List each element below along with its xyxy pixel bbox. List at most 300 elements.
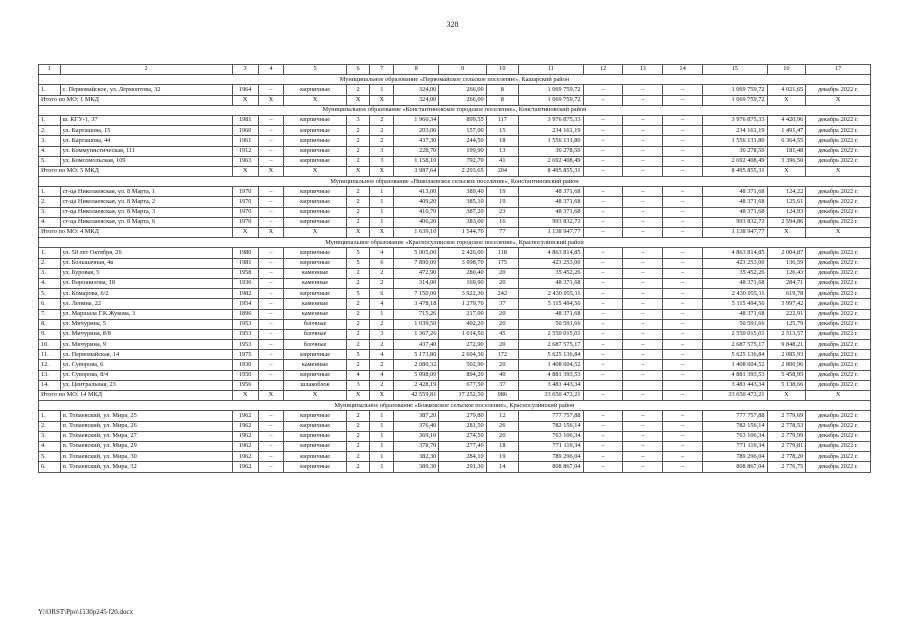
table-cell: – (258, 340, 284, 350)
table-cell: 5 115 494,56 (518, 299, 583, 309)
table-cell: 234 161,19 (702, 126, 767, 136)
table-cell: 1. (39, 411, 61, 421)
table-cell: 48 371,68 (518, 197, 583, 207)
table-cell: 3 478,18 (394, 299, 439, 309)
table-cell: кирпичные (284, 441, 346, 451)
table-cell: 3 922,30 (439, 289, 486, 299)
table-cell: 291,30 (439, 462, 486, 472)
total-cell: Х (346, 95, 370, 105)
table-cell: 12. (39, 360, 61, 370)
table-cell: 1958 (232, 268, 258, 278)
table-cell: п. Топаевский, ул. Мира, 27 (60, 431, 232, 441)
table-cell: 4 863 814,85 (518, 248, 583, 258)
total-cell: Х (258, 228, 284, 238)
table-cell: 1 069 759,72 (702, 85, 767, 95)
table-cell: 2 (346, 329, 370, 339)
table-cell: – (623, 217, 663, 227)
table-row (39, 85, 871, 95)
table-cell: декабрь 2022 г. (806, 278, 871, 288)
table-cell: – (258, 207, 284, 217)
table-cell: – (583, 115, 623, 125)
table-cell: 763 106,34 (518, 431, 583, 441)
table-cell: 11. (39, 350, 61, 360)
table-cell: 6 (370, 289, 394, 299)
table-cell: 35 452,26 (518, 268, 583, 278)
total-cell: 1 138 947,77 (702, 228, 767, 238)
table-cell: 2 (370, 340, 394, 350)
table-cell: 1962 (232, 421, 258, 431)
table-cell: – (663, 431, 703, 441)
table-cell: 18 (486, 441, 518, 451)
table-cell: декабрь 2022 г. (806, 299, 871, 309)
table-cell: 175 (486, 258, 518, 268)
table-cell: 2 (370, 268, 394, 278)
table-cell: – (258, 309, 284, 319)
table-cell: 15 (486, 126, 518, 136)
table-cell: 1 (370, 217, 394, 227)
table-cell: 6. (39, 299, 61, 309)
table-cell: 4 (370, 350, 394, 360)
table-cell: 389,40 (439, 187, 486, 197)
table-row (39, 126, 871, 136)
table-cell: ул. Центральная, 23 (60, 380, 232, 390)
table-cell: 1962 (232, 411, 258, 421)
table-cell: 19 (486, 197, 518, 207)
table-cell: – (258, 299, 284, 309)
table-cell: – (663, 329, 703, 339)
total-cell: Итого по МО: 14 МКД (39, 391, 233, 401)
table-cell: декабрь 2022 г. (806, 156, 871, 166)
table-cell: – (663, 197, 703, 207)
table-cell: 2. (39, 197, 61, 207)
table-cell: – (623, 187, 663, 197)
table-cell: 3 976 875,33 (702, 115, 767, 125)
table-cell: – (583, 126, 623, 136)
total-cell: 17 252,50 (439, 391, 486, 401)
table-cell: – (663, 156, 703, 166)
table-cell: 792,70 (439, 156, 486, 166)
table-cell: – (583, 268, 623, 278)
total-cell: 3 987,64 (394, 166, 439, 176)
table-cell: 272,90 (439, 340, 486, 350)
table-cell: 369,10 (394, 431, 439, 441)
table-cell: – (623, 360, 663, 370)
table-cell: 234 161,19 (518, 126, 583, 136)
table-cell: 2 779,69 (767, 411, 806, 421)
table-cell: 8 (486, 85, 518, 95)
table-cell: 4. (39, 217, 61, 227)
total-cell: Х (232, 391, 258, 401)
table-cell: 125,79 (767, 319, 806, 329)
table-cell: кирпичные (284, 197, 346, 207)
table-row (39, 441, 871, 451)
table-cell: 1956 (232, 380, 258, 390)
table-cell: 2 (346, 411, 370, 421)
table-cell: ул. Буровая, 5 (60, 268, 232, 278)
table-cell: 5 173,80 (394, 350, 439, 360)
table-cell: 23 (486, 207, 518, 217)
table-cell: 2 (370, 360, 394, 370)
table-cell: 771 119,34 (702, 441, 767, 451)
table-cell: декабрь 2022 г. (806, 441, 871, 451)
table-cell: декабрь 2022 г. (806, 85, 871, 95)
table-cell: 4 (346, 370, 370, 380)
table-cell: 48 371,68 (518, 187, 583, 197)
table-cell: блочные (284, 319, 346, 329)
table-cell: 20 (486, 268, 518, 278)
table-cell: – (258, 431, 284, 441)
table-cell: – (623, 258, 663, 268)
table-cell: декабрь 2022 г. (806, 146, 871, 156)
table-cell: – (623, 289, 663, 299)
table-cell: – (583, 289, 623, 299)
table-cell: 1964 (232, 85, 258, 95)
table-cell: 382,30 (394, 452, 439, 462)
table-row (39, 258, 871, 268)
table-row (39, 360, 871, 370)
header-cell: 1 (39, 65, 61, 75)
table-cell: – (583, 350, 623, 360)
table-cell: – (623, 421, 663, 431)
table-cell: – (583, 248, 623, 258)
table-cell: шлакоблок (284, 380, 346, 390)
total-cell: – (663, 95, 703, 105)
table-cell: декабрь 2022 г. (806, 217, 871, 227)
header-cell: 2 (60, 65, 232, 75)
table-cell: 50 591,66 (518, 319, 583, 329)
table-cell: 2 (346, 452, 370, 462)
table-cell: декабрь 2022 г. (806, 340, 871, 350)
table-cell: 619,78 (767, 289, 806, 299)
table-cell: – (583, 156, 623, 166)
table-cell: декабрь 2022 г. (806, 329, 871, 339)
table-cell: 117 (486, 115, 518, 125)
table-cell: кирпичные (284, 258, 346, 268)
table-cell: 715,26 (394, 309, 439, 319)
table-row (39, 309, 871, 319)
total-cell: 1 069 759,72 (518, 95, 583, 105)
total-cell: – (623, 228, 663, 238)
table-cell: 1981 (232, 258, 258, 268)
table-cell: 136,59 (767, 258, 806, 268)
table-cell: 1962 (232, 441, 258, 451)
table-cell: – (258, 360, 284, 370)
table-cell: 1 (370, 462, 394, 472)
table-cell: 314,00 (394, 278, 439, 288)
table-cell: – (258, 350, 284, 360)
table-cell: 1 (370, 431, 394, 441)
table-cell: 3 976 875,33 (518, 115, 583, 125)
table-cell: – (583, 441, 623, 451)
table-cell: 9 848,21 (767, 340, 806, 350)
table-cell: 1 (370, 197, 394, 207)
table-cell: 124,93 (767, 207, 806, 217)
table-cell: – (258, 197, 284, 207)
table-cell: 1 039,50 (394, 319, 439, 329)
header-cell: 12 (583, 65, 623, 75)
table-row (39, 452, 871, 462)
table-row (39, 289, 871, 299)
table-cell: 48 371,68 (702, 278, 767, 288)
table-cell: 48 371,68 (702, 187, 767, 197)
total-cell: Х (767, 95, 806, 105)
table-cell: 763 106,34 (702, 431, 767, 441)
table-cell: 36 278,50 (702, 146, 767, 156)
total-cell: Х (806, 95, 871, 105)
table-cell: декабрь 2022 г. (806, 431, 871, 441)
total-cell: – (583, 95, 623, 105)
table-cell: 5 (346, 258, 370, 268)
table-cell: 4 863 814,85 (702, 248, 767, 258)
total-row (39, 95, 871, 105)
total-cell: 204 (486, 166, 518, 176)
table-cell: – (258, 462, 284, 472)
table-cell: 6 364,55 (767, 136, 806, 146)
header-row (39, 65, 871, 75)
table-cell: 1970 (232, 207, 258, 217)
table-cell: 2. (39, 421, 61, 431)
table-row (39, 115, 871, 125)
table-cell: 1 408 604,52 (518, 360, 583, 370)
table-cell: 1953 (232, 319, 258, 329)
table-cell: 1 491,47 (767, 126, 806, 136)
table-row (39, 380, 871, 390)
table-cell: 782 156,14 (518, 421, 583, 431)
table-cell: ул. Ворошилова, 18 (60, 278, 232, 288)
table-cell: декабрь 2022 г. (806, 187, 871, 197)
table-cell: 279,80 (439, 411, 486, 421)
total-cell: – (583, 228, 623, 238)
table-cell: ул. Маршала Г.К.Жукова, 3 (60, 309, 232, 319)
table-cell: 244,50 (439, 136, 486, 146)
table-cell: – (663, 462, 703, 472)
table-cell: ш. КГУ-1, 37 (60, 115, 232, 125)
table-row (39, 411, 871, 421)
table-cell: – (583, 421, 623, 431)
table-cell: – (663, 187, 703, 197)
table-cell: 5 (346, 289, 370, 299)
table-cell: – (663, 115, 703, 125)
header-cell: 15 (702, 65, 767, 75)
table-cell: ул. Суворова, 6 (60, 360, 232, 370)
table-cell: 14. (39, 380, 61, 390)
table-cell: – (663, 268, 703, 278)
table-cell: 2 (346, 126, 370, 136)
table-cell: 2 426,00 (439, 248, 486, 258)
table-row (39, 207, 871, 217)
table-cell: 4 881 393,53 (518, 370, 583, 380)
table-cell: – (663, 319, 703, 329)
table-cell: декабрь 2022 г. (806, 350, 871, 360)
table-cell: ст-ца Николаевская, ул. 8 Марта, 6 (60, 217, 232, 227)
table-cell: – (583, 431, 623, 441)
table-cell: декабрь 2022 г. (806, 258, 871, 268)
table-cell: 20 (486, 309, 518, 319)
table-cell: 5 115 494,56 (702, 299, 767, 309)
table-cell: – (663, 452, 703, 462)
table-cell: 2 (346, 156, 370, 166)
table-cell: декабрь 2022 г. (806, 452, 871, 462)
table-cell: 124,22 (767, 187, 806, 197)
table-cell: 387,20 (439, 207, 486, 217)
table-cell: 37 (486, 299, 518, 309)
total-cell: Х (284, 166, 346, 176)
header-cell: 9 (439, 65, 486, 75)
table-cell: 4. (39, 278, 61, 288)
table-cell: 274,50 (439, 431, 486, 441)
table-cell: декабрь 2022 г. (806, 136, 871, 146)
total-cell: – (583, 166, 623, 176)
header-cell: 8 (394, 65, 439, 75)
table-cell: 13. (39, 370, 61, 380)
table-cell: – (583, 136, 623, 146)
table-cell: 222,91 (767, 309, 806, 319)
total-cell: 42 559,81 (394, 391, 439, 401)
table-cell: кирпичные (284, 146, 346, 156)
table-cell: 50 591,66 (702, 319, 767, 329)
table-cell: 777 757,88 (518, 411, 583, 421)
table-cell: – (663, 441, 703, 451)
table-row (39, 136, 871, 146)
total-cell: Х (767, 391, 806, 401)
table-cell: каменные (284, 360, 346, 370)
table-cell: – (623, 411, 663, 421)
header-cell: 7 (370, 65, 394, 75)
table-cell: 181,48 (767, 146, 806, 156)
table-cell: декабрь 2022 г. (806, 309, 871, 319)
table-cell: – (663, 289, 703, 299)
table-cell: 1. (39, 187, 61, 197)
table-row (39, 299, 871, 309)
table-cell: – (623, 441, 663, 451)
section-title: Муниципальное образование «Божковское сельское поселение», Красносулинский район (39, 401, 871, 411)
total-cell: Х (284, 228, 346, 238)
table-cell: 157,00 (439, 126, 486, 136)
table-cell: 2 (346, 462, 370, 472)
section-title: Муниципальное образование «Николаевское сельское поселение», Константиновский район (39, 177, 871, 187)
table-cell: – (663, 421, 703, 431)
table-cell: 20 (486, 431, 518, 441)
table-cell: ул. Мичурина, 8/8 (60, 329, 232, 339)
header-cell: 4 (258, 65, 284, 75)
table-cell: 199,90 (439, 146, 486, 156)
table-cell: – (623, 85, 663, 95)
table-cell: – (663, 370, 703, 380)
table-cell: – (663, 258, 703, 268)
table-cell: – (258, 319, 284, 329)
table-cell: 894,20 (439, 370, 486, 380)
table-cell: 5 458,95 (767, 370, 806, 380)
table-row (39, 146, 871, 156)
table-cell: – (583, 217, 623, 227)
total-cell: Итого по МО: 5 МКД (39, 166, 233, 176)
table-cell: 5. (39, 156, 61, 166)
table-cell: п. Топаевский, ул. Мира, 30 (60, 452, 232, 462)
table-cell: – (258, 187, 284, 197)
table-cell: 2 778,20 (767, 452, 806, 462)
table-cell: 1982 (232, 289, 258, 299)
total-cell: 266,00 (439, 95, 486, 105)
table-cell: – (583, 360, 623, 370)
table-cell: 1954 (232, 299, 258, 309)
table-cell: – (258, 421, 284, 431)
table-row (39, 350, 871, 360)
table-cell: – (623, 370, 663, 380)
table-row (39, 340, 871, 350)
table-cell: 2 692 408,49 (518, 156, 583, 166)
table-cell: 2 694,30 (439, 350, 486, 360)
total-cell: Х (767, 228, 806, 238)
table-cell: 45 (486, 329, 518, 339)
table-cell: 266,00 (439, 85, 486, 95)
table-cell: кирпичные (284, 126, 346, 136)
total-cell: 1 138 947,77 (518, 228, 583, 238)
table-cell: 7 890,00 (394, 258, 439, 268)
table-cell: 2 (346, 187, 370, 197)
table-cell: п. Топаевский, ул. Мира, 32 (60, 462, 232, 472)
table-cell: 406,20 (394, 217, 439, 227)
table-cell: – (663, 360, 703, 370)
table-row (39, 278, 871, 288)
table-cell: – (583, 340, 623, 350)
table-cell: 4 (370, 299, 394, 309)
table-cell: 7. (39, 309, 61, 319)
table-cell: – (583, 411, 623, 421)
table-cell: 16 (486, 217, 518, 227)
header-cell: 10 (486, 65, 518, 75)
table-cell: 1 367,26 (394, 329, 439, 339)
table-cell: 2 594,86 (767, 217, 806, 227)
table-cell: 1 279,70 (439, 299, 486, 309)
table-row (39, 217, 871, 227)
table-cell: 2 430 955,11 (702, 289, 767, 299)
table-cell: 3 (346, 380, 370, 390)
table-cell: – (663, 411, 703, 421)
table-cell: 1. (39, 115, 61, 125)
table-cell: 2 (370, 115, 394, 125)
table-cell: – (258, 217, 284, 227)
table-cell: ул. Карташова, 15 (60, 126, 232, 136)
table-cell: декабрь 2022 г. (806, 411, 871, 421)
table-cell: 782 156,14 (702, 421, 767, 431)
table-cell (258, 380, 284, 390)
table-cell: 5. (39, 289, 61, 299)
table-cell: 118 (486, 248, 518, 258)
table-cell: ст-ца Николаевская, ул. 8 Марта, 2 (60, 197, 232, 207)
table-cell: 281,50 (439, 421, 486, 431)
table-cell: – (583, 197, 623, 207)
total-cell: Х (346, 166, 370, 176)
table-cell: 383,00 (439, 217, 486, 227)
table-cell: декабрь 2022 г. (806, 248, 871, 258)
table-cell: 777 757,88 (702, 411, 767, 421)
page-number: 328 (446, 20, 459, 29)
table-cell: 242 (486, 289, 518, 299)
table-cell: 2 (346, 85, 370, 95)
table-cell: ул. Комарова, 6/2 (60, 289, 232, 299)
table-cell: 993 832,73 (518, 217, 583, 227)
table-cell: 402,20 (439, 319, 486, 329)
table-cell: 808 867,04 (518, 462, 583, 472)
table-cell: ул. Суворова, 8/4 (60, 370, 232, 380)
total-cell: Х (806, 228, 871, 238)
table-cell: кирпичные (284, 207, 346, 217)
table-cell: 3. (39, 207, 61, 217)
table-cell: – (258, 258, 284, 268)
table-cell: 13 (486, 146, 518, 156)
table-cell: ст-ца Николаевская, ул. 8 Марта, 1 (60, 187, 232, 197)
table-cell: декабрь 2022 г. (806, 207, 871, 217)
